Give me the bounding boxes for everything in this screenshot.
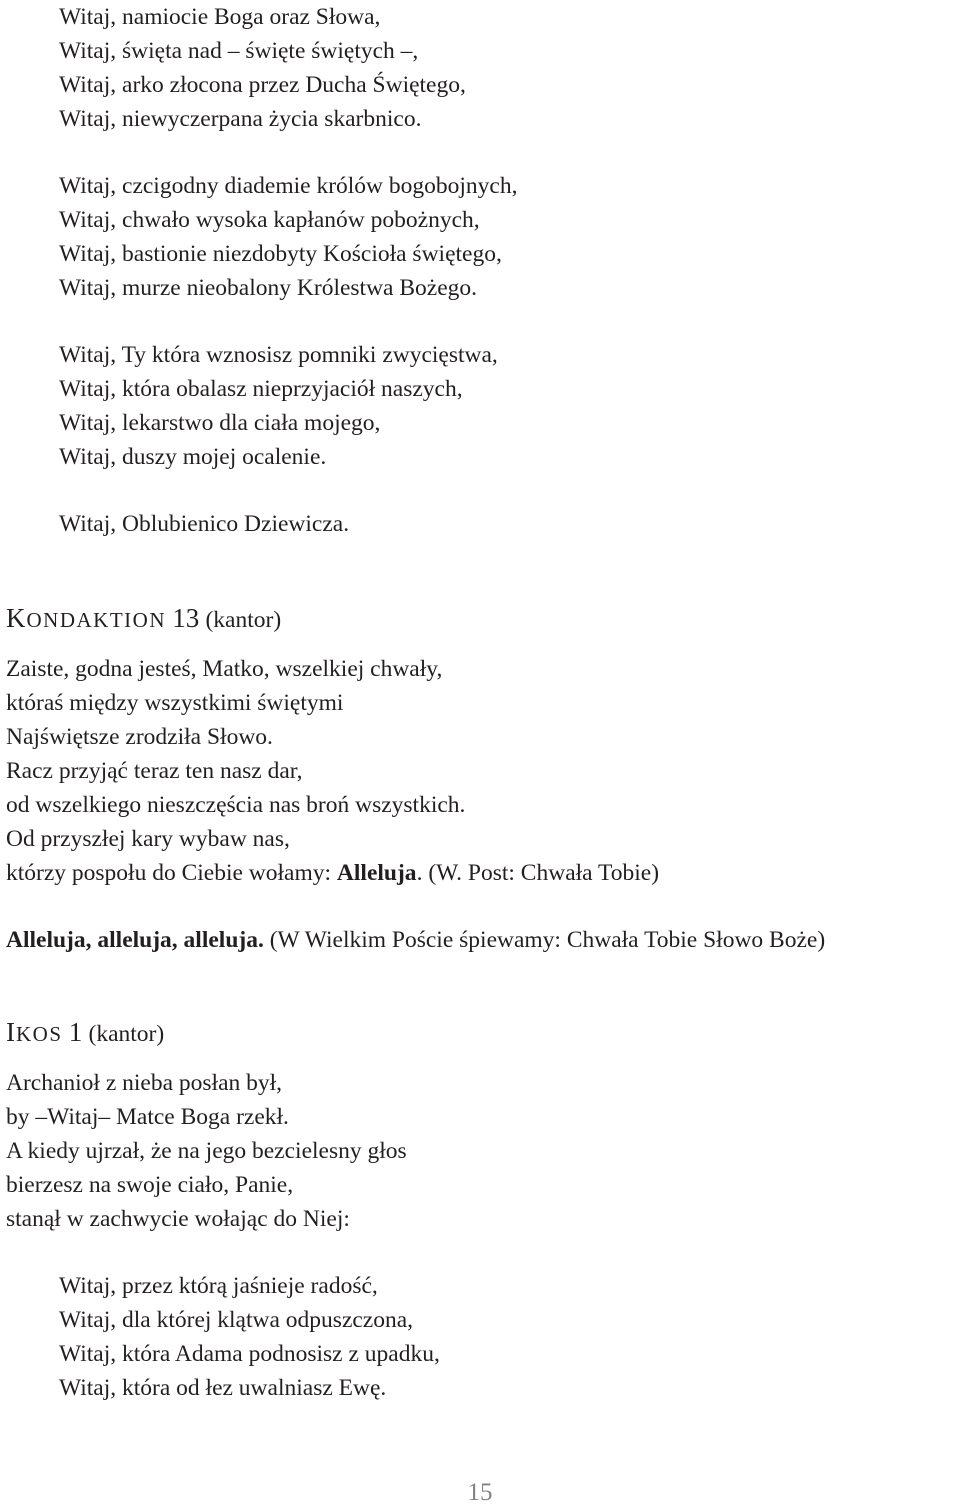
verse-text: którzy pospołu do Ciebie wołamy: bbox=[6, 860, 337, 886]
verse-line: Witaj, która obalasz nieprzyjaciół naszych, bbox=[59, 376, 463, 402]
verse-line: bierzesz na swoje ciało, Panie, bbox=[6, 1172, 294, 1198]
stanza-4 bbox=[0, 507, 960, 541]
salutations-block bbox=[0, 0, 960, 574]
alleluia-bold: Alleluja, alleluja, alleluja. bbox=[6, 927, 264, 953]
refrain-line bbox=[0, 923, 960, 957]
stanza-3 bbox=[0, 338, 960, 474]
verse-line: stanął w zachwycie wołając do Niej: bbox=[6, 1206, 350, 1232]
ikos-text bbox=[0, 1066, 960, 1236]
heading-small-caps: KOS bbox=[16, 1022, 63, 1046]
heading-note: (kantor) bbox=[88, 1021, 165, 1047]
kondaktion-section bbox=[0, 601, 960, 635]
alleluia-refrain bbox=[0, 923, 960, 957]
stanza-2 bbox=[0, 169, 960, 305]
verse-line: Archanioł z nieba posłan był, bbox=[6, 1070, 283, 1096]
verse-line: Witaj, namiocie Boga oraz Słowa, bbox=[59, 4, 381, 30]
verse-line: Witaj, arko złocona przez Ducha Świętego, bbox=[59, 72, 466, 98]
verse-line: od wszelkiego nieszczęścia nas broń wszystkich. bbox=[6, 792, 466, 818]
page-number: 15 bbox=[467, 1479, 493, 1506]
kondaktion-text bbox=[0, 652, 960, 890]
verse-line: Witaj, murze nieobalony Królestwa Bożego. bbox=[59, 275, 478, 301]
verse-text: . (W. Post: Chwała Tobie) bbox=[416, 860, 660, 886]
verse-line: Witaj, chwało wysoka kapłanów pobożnych, bbox=[59, 207, 480, 233]
refrain-note: (W Wielkim Poście śpiewamy: Chwała Tobie Słowo Boże) bbox=[263, 927, 826, 953]
verse-line: Witaj, dla której klątwa odpuszczona, bbox=[59, 1307, 414, 1333]
heading-initial: K bbox=[6, 603, 27, 633]
verse-line: Witaj, która Adama podnosisz z upadku, bbox=[59, 1341, 440, 1367]
ikos-salutations bbox=[0, 1269, 960, 1405]
verse-line: Witaj, duszy mojej ocalenie. bbox=[59, 444, 327, 470]
verse-line: Witaj, Oblubienico Dziewicza. bbox=[59, 511, 350, 537]
verse-line: A kiedy ujrzał, że na jego bezcielesny głos bbox=[6, 1138, 407, 1164]
heading-note: (kantor) bbox=[205, 607, 282, 633]
heading-number: 13 bbox=[172, 603, 200, 633]
ikos-heading bbox=[0, 1015, 960, 1049]
heading-small-caps: ONDAKTION bbox=[26, 608, 166, 632]
verse-line: Od przyszłej kary wybaw nas, bbox=[6, 826, 290, 852]
verse-line: Witaj, czcigodny diademie królów bogobojnych, bbox=[59, 173, 518, 199]
verse-line: któraś między wszystkimi świętymi bbox=[6, 690, 344, 716]
verse-line-last bbox=[0, 856, 960, 890]
stanza-1 bbox=[0, 0, 960, 136]
verse-line: Witaj, która od łez uwalniasz Ewę. bbox=[59, 1375, 387, 1401]
verse-line: by –Witaj– Matce Boga rzekł. bbox=[6, 1104, 289, 1130]
verse-line: Racz przyjąć teraz ten nasz dar, bbox=[6, 758, 303, 784]
heading-number: 1 bbox=[68, 1017, 83, 1047]
kondaktion-heading bbox=[0, 601, 960, 635]
verse-line: Witaj, lekarstwo dla ciała mojego, bbox=[59, 410, 381, 436]
verse-line: Zaiste, godna jesteś, Matko, wszelkiej chwały, bbox=[6, 656, 443, 682]
alleluja-bold: Alleluja bbox=[336, 860, 417, 886]
verse-line: Witaj, Ty która wznosisz pomniki zwycięstwa, bbox=[59, 342, 498, 368]
heading-initial: I bbox=[6, 1017, 16, 1047]
verse-line: Witaj, święta nad – święte świętych –, bbox=[59, 38, 419, 64]
verse-line: Witaj, przez którą jaśnieje radość, bbox=[59, 1273, 378, 1299]
verse-line: Najświętsze zrodziła Słowo. bbox=[6, 724, 273, 750]
ikos-section bbox=[0, 1015, 960, 1049]
verse-line: Witaj, niewyczerpana życia skarbnico. bbox=[59, 106, 422, 132]
verse-line: Witaj, bastionie niezdobyty Kościoła świętego, bbox=[59, 241, 502, 267]
